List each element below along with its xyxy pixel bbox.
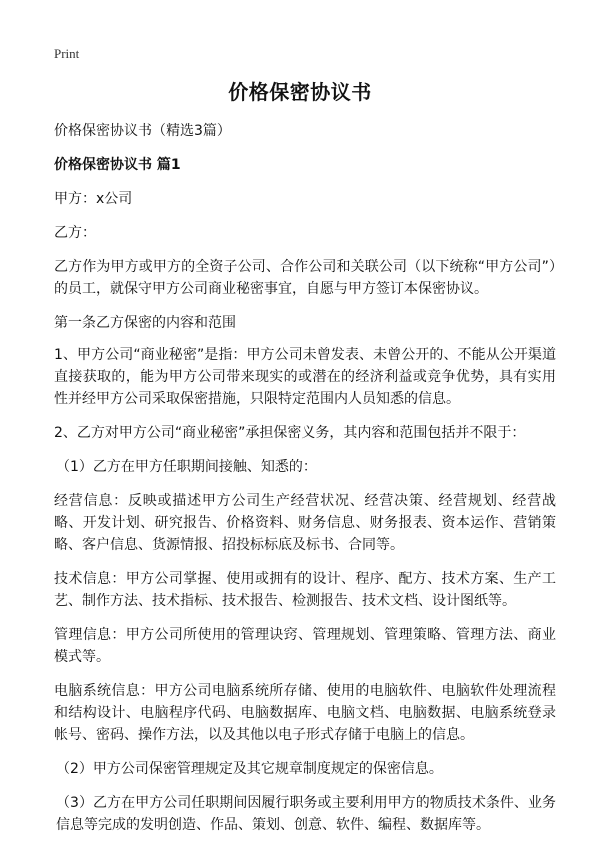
clause-2-3: （3）乙方在甲方公司任职期间因履行职务或主要利用甲方的物质技术条件、业务信息等完成的发明创造、作品、策划、创意、软件、编程、数据库等。 bbox=[56, 795, 556, 833]
party-b: 乙方： bbox=[54, 225, 96, 241]
business-info-paragraph: 经营信息：反映或描述甲方公司生产经营状况、经营决策、经营规划、经营战略、开发计划、研究报告、价格资料、财务信息、财务报表、资本运作、营销策略、客户信息、货源情报、招投标标底及标书、合同等。 bbox=[54, 493, 556, 553]
section-heading: 价格保密协议书 篇1 bbox=[54, 157, 181, 173]
technical-info-paragraph: 技术信息：甲方公司掌握、使用或拥有的设计、程序、配方、技术方案、生产工艺、制作方法、技术指标、技术报告、检测报告、技术文档、设计图纸等。 bbox=[54, 571, 556, 609]
intro-paragraph: 乙方作为甲方或甲方的全资子公司、合作公司和关联公司（以下统称“甲方公司”）的员工，就保守甲方公司商业秘密事宜，自愿与甲方签订本保密协议。 bbox=[54, 259, 556, 297]
clause-2: 2、乙方对甲方公司“商业秘密”承担保密义务，其内容和范围包括并不限于： bbox=[54, 425, 526, 441]
clause-2-1: （1）乙方在甲方任职期间接触、知悉的： bbox=[56, 459, 317, 475]
management-info-paragraph: 管理信息：甲方公司所使用的管理诀窍、管理规划、管理策略、管理方法、商业模式等。 bbox=[54, 627, 556, 665]
clause-2-2: （2）甲方公司保密管理规定及其它规章制度规定的保密信息。 bbox=[56, 761, 443, 777]
article-one-heading: 第一条乙方保密的内容和范围 bbox=[54, 315, 236, 331]
document-body bbox=[54, 120, 556, 848]
party-a: 甲方：x公司 bbox=[54, 191, 133, 207]
computer-system-info-paragraph: 电脑系统信息：甲方公司电脑系统所存储、使用的电脑软件、电脑软件处理流程和结构设计、电脑程序代码、电脑数据库、电脑文档、电脑数据、电脑系统登录帐号、密码、操作方法，以及其他以电子形式存储于电脑上的信息。 bbox=[54, 683, 556, 743]
clause-1: 1、甲方公司“商业秘密”是指：甲方公司未曾发表、未曾公开的、不能从公开渠道直接获取的，能为甲方公司带来现实的或潜在的经济利益或竞争优势，具有实用性并经甲方公司采取保密措施，只限特定范围内人员知悉的信息。 bbox=[54, 347, 556, 407]
document-title: 价格保密协议书 bbox=[228, 80, 372, 104]
document-subtitle: 价格保密协议书（精选3篇） bbox=[54, 123, 231, 139]
print-label: Print bbox=[54, 46, 80, 61]
